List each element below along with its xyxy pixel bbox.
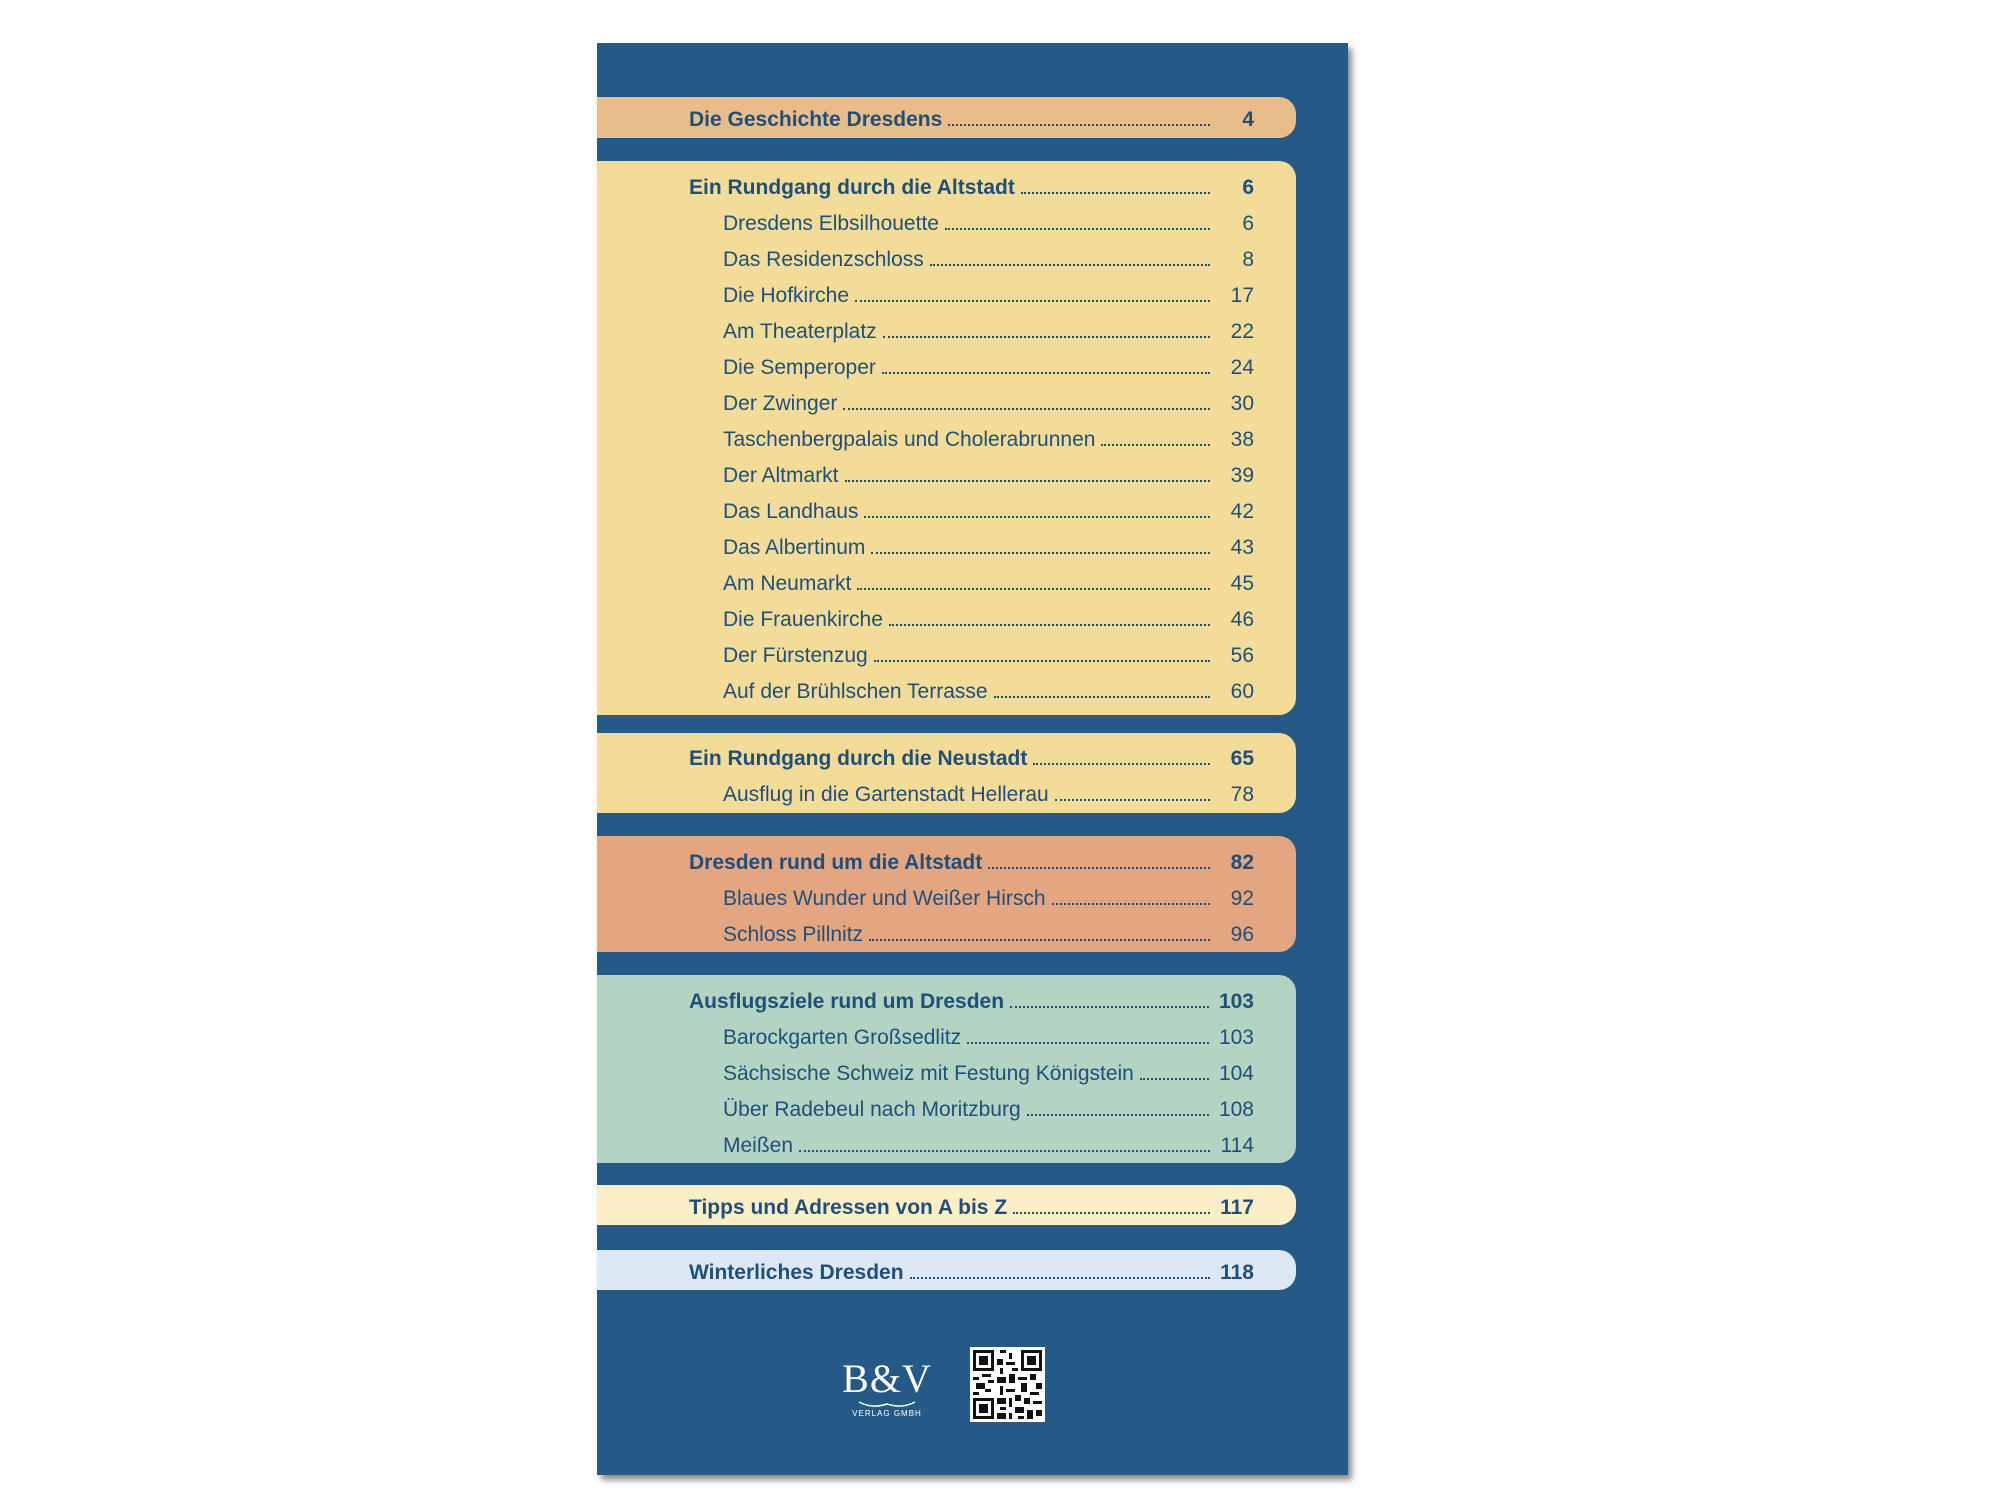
toc-subentry-title: Über Radebeul nach Moritzburg (723, 1098, 1021, 1121)
publisher-logo (842, 1356, 932, 1431)
toc-entry[interactable] (689, 1185, 1254, 1221)
leader-dots (930, 264, 1210, 266)
toc-subentry-title: Das Albertinum (723, 536, 866, 559)
toc-subentry[interactable] (723, 561, 1254, 597)
toc-subentry[interactable] (723, 201, 1254, 237)
toc-subentry[interactable] (723, 525, 1254, 561)
toc-subentry[interactable] (723, 876, 1254, 912)
toc-entry-title: Winterliches Dresden (689, 1261, 904, 1284)
toc-subentry-page: 103 (1218, 1026, 1254, 1049)
toc-subentry-page: 43 (1230, 536, 1254, 559)
leader-dots (1027, 1114, 1209, 1116)
qr-pattern (970, 1347, 1045, 1422)
toc-entry-title: Ein Rundgang durch die Neustadt (689, 747, 1028, 770)
leader-dots (857, 588, 1210, 590)
leader-dots (855, 300, 1210, 302)
toc-entry-title: Dresden rund um die Altstadt (689, 851, 983, 874)
toc-section-winter (597, 1250, 1296, 1290)
leader-dots (799, 1150, 1210, 1152)
toc-entry[interactable] (689, 165, 1254, 201)
toc-subentry[interactable] (723, 1015, 1254, 1051)
toc-entry-page: 117 (1220, 1196, 1254, 1219)
leader-dots (869, 939, 1210, 941)
qr-code-icon[interactable] (970, 1347, 1045, 1422)
toc-subentry-page: 38 (1230, 428, 1254, 451)
toc-subentry-page: 17 (1230, 284, 1254, 307)
toc-subentry-title: Das Residenzschloss (723, 248, 924, 271)
toc-subentry-title: Meißen (723, 1134, 794, 1157)
leader-dots (889, 624, 1210, 626)
leader-dots (845, 480, 1210, 482)
logo-text: B&V (842, 1356, 932, 1401)
toc-subentry-title: Sächsische Schweiz mit Festung Königstein (723, 1062, 1134, 1085)
toc-subentry[interactable] (723, 381, 1254, 417)
leader-dots (843, 408, 1210, 410)
toc-subentry[interactable] (723, 1087, 1254, 1123)
toc-subentry-page: 96 (1230, 923, 1254, 946)
leader-dots (988, 867, 1210, 869)
toc-entry[interactable] (689, 1250, 1254, 1286)
toc-subentry[interactable] (723, 1123, 1254, 1159)
toc-subentry[interactable] (723, 417, 1254, 453)
toc-subentry-page: 92 (1230, 887, 1254, 910)
toc-subentry-page: 78 (1230, 783, 1254, 806)
leader-dots (1033, 763, 1210, 765)
leader-dots (882, 372, 1210, 374)
leader-dots (883, 336, 1210, 338)
toc-subentry-title: Die Frauenkirche (723, 608, 883, 631)
toc-entry-page: 4 (1242, 108, 1254, 131)
toc-subentry-title: Der Zwinger (723, 392, 838, 415)
leader-dots (1013, 1212, 1210, 1214)
leader-dots (948, 124, 1210, 126)
toc-section-ausflug (597, 975, 1296, 1163)
leader-dots (864, 516, 1210, 518)
toc-subentry[interactable] (723, 772, 1254, 808)
toc-subentry-page: 45 (1230, 572, 1254, 595)
toc-subentry-page: 56 (1230, 644, 1254, 667)
toc-section-history (597, 97, 1296, 138)
leader-dots (1140, 1078, 1209, 1080)
toc-entry-title: Tipps und Adressen von A bis Z (689, 1196, 1008, 1219)
toc-subentry-page: 108 (1218, 1098, 1254, 1121)
toc-subentry-page: 46 (1230, 608, 1254, 631)
toc-subentry-title: Barockgarten Großsedlitz (723, 1026, 962, 1049)
leader-dots (1052, 903, 1210, 905)
leader-dots (1010, 1006, 1209, 1008)
toc-subentry[interactable] (723, 273, 1254, 309)
toc-subentry-title: Am Neumarkt (723, 572, 852, 595)
toc-subentry[interactable] (723, 597, 1254, 633)
toc-subentry-title: Dresdens Elbsilhouette (723, 212, 939, 235)
toc-subentry[interactable] (723, 1051, 1254, 1087)
toc-section-neustadt (597, 733, 1296, 813)
toc-subentry[interactable] (723, 309, 1254, 345)
toc-subentry[interactable] (723, 912, 1254, 948)
toc-entry[interactable] (689, 97, 1254, 133)
toc-entry-page: 6 (1242, 176, 1254, 199)
toc-entry[interactable] (689, 840, 1254, 876)
leader-dots (874, 660, 1210, 662)
toc-subentry-page: 30 (1230, 392, 1254, 415)
leader-dots (910, 1277, 1210, 1279)
logo-subtitle: VERLAG GMBH (852, 1409, 922, 1418)
toc-subentry-title: Blaues Wunder und Weißer Hirsch (723, 887, 1046, 910)
toc-subentry[interactable] (723, 237, 1254, 273)
toc-subentry-title: Schloss Pillnitz (723, 923, 864, 946)
toc-subentry-title: Die Semperoper (723, 356, 876, 379)
toc-subentry-page: 104 (1218, 1062, 1254, 1085)
toc-entry[interactable] (689, 979, 1254, 1015)
toc-subentry[interactable] (723, 489, 1254, 525)
leader-dots (1021, 192, 1210, 194)
toc-subentry-page: 6 (1242, 212, 1254, 235)
toc-subentry[interactable] (723, 453, 1254, 489)
leader-dots (967, 1042, 1209, 1044)
toc-subentry-title: Taschenbergpalais und Cholerabrunnen (723, 428, 1096, 451)
toc-subentry-title: Auf der Brühlschen Terrasse (723, 680, 988, 703)
toc-subentry-page: 8 (1242, 248, 1254, 271)
leader-dots (945, 228, 1210, 230)
toc-entry-page: 82 (1230, 851, 1254, 874)
toc-subentry-title: Ausflug in die Gartenstadt Hellerau (723, 783, 1049, 806)
toc-entry-page: 103 (1218, 990, 1254, 1013)
toc-section-rund (597, 836, 1296, 952)
toc-subentry-page: 22 (1230, 320, 1254, 343)
toc-entry-title: Ein Rundgang durch die Altstadt (689, 176, 1015, 199)
toc-subentry-page: 60 (1230, 680, 1254, 703)
toc-subentry[interactable] (723, 633, 1254, 669)
toc-entry-title: Ausflugsziele rund um Dresden (689, 990, 1005, 1013)
toc-subentry-title: Der Altmarkt (723, 464, 839, 487)
toc-subentry[interactable] (723, 669, 1254, 705)
leader-dots (994, 696, 1210, 698)
toc-section-tipps (597, 1185, 1296, 1225)
toc-subentry-page: 42 (1230, 500, 1254, 523)
leader-dots (1055, 799, 1210, 801)
toc-subentry[interactable] (723, 345, 1254, 381)
toc-entry-page: 118 (1220, 1261, 1254, 1284)
leader-dots (1101, 444, 1210, 446)
toc-subentry-title: Der Fürstenzug (723, 644, 868, 667)
toc-section-altstadt (597, 161, 1296, 715)
toc-subentry-title: Die Hofkirche (723, 284, 850, 307)
toc-subentry-title: Das Landhaus (723, 500, 859, 523)
toc-entry[interactable] (689, 736, 1254, 772)
book-cover (597, 43, 1348, 1475)
toc-subentry-title: Am Theaterplatz (723, 320, 877, 343)
toc-subentry-page: 24 (1230, 356, 1254, 379)
toc-subentry-page: 39 (1230, 464, 1254, 487)
toc-entry-title: Die Geschichte Dresdens (689, 108, 943, 131)
toc-entry-page: 65 (1230, 747, 1254, 770)
toc-subentry-page: 114 (1220, 1134, 1254, 1157)
leader-dots (871, 552, 1210, 554)
